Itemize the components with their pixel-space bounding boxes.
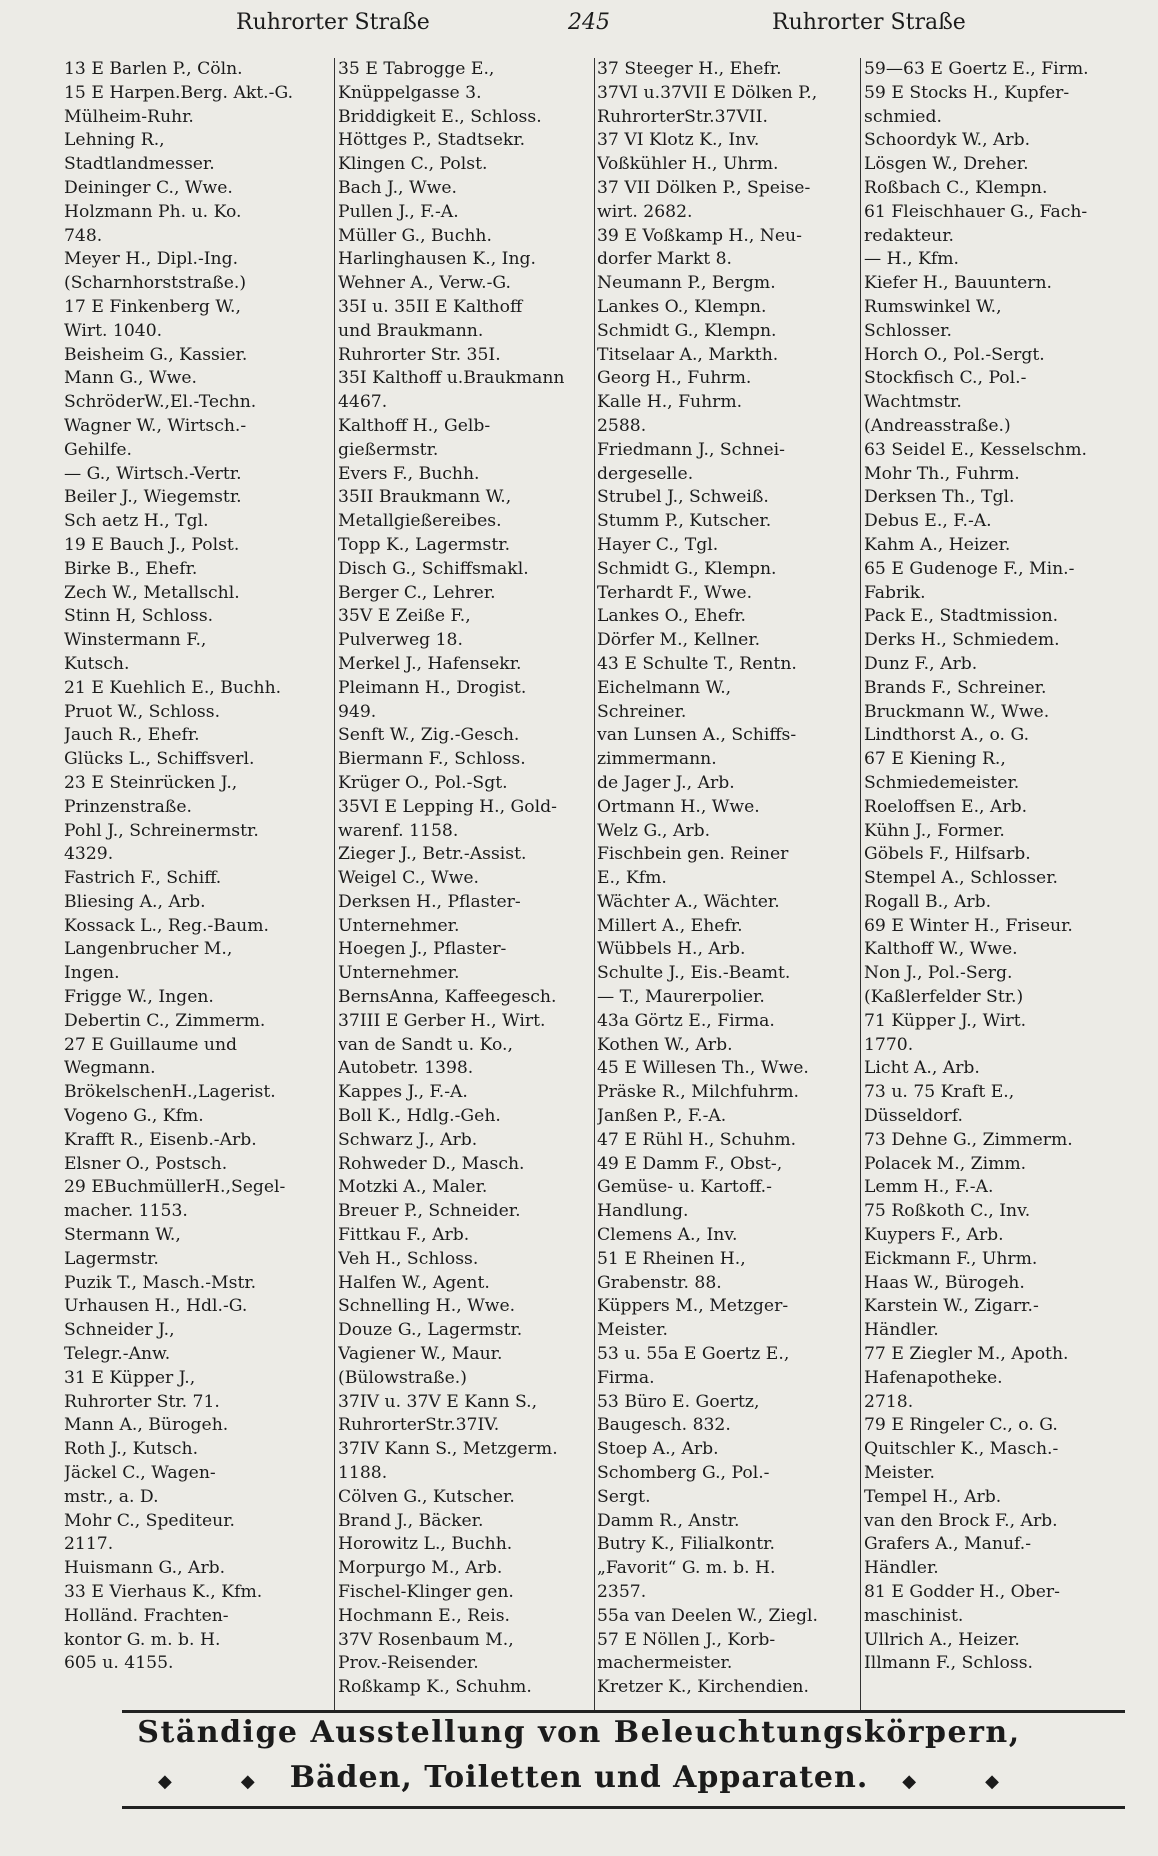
directory-entry-line: Lösgen W., Dreher. bbox=[864, 154, 1029, 175]
directory-entry-line: Baugesch. 832. bbox=[597, 1415, 731, 1436]
directory-entry-line: Topp K., Lagermstr. bbox=[338, 534, 511, 555]
directory-entry-line: Beisheim G., Kassier. bbox=[64, 344, 248, 365]
directory-entry-line: Harlinghausen K., Ing. bbox=[338, 249, 536, 270]
directory-entry-line: 15 E Harpen.Berg. Akt.-G. bbox=[64, 82, 294, 103]
directory-entry-line: 1188. bbox=[338, 1463, 388, 1484]
directory-entry-line: Halfen W., Agent. bbox=[338, 1272, 490, 1293]
directory-entry-line: Wegmann. bbox=[64, 1058, 156, 1079]
directory-entry-line: Jauch R., Ehefr. bbox=[64, 725, 200, 746]
directory-entry-line: Beiler J., Wiegemstr. bbox=[64, 487, 242, 508]
directory-entry-line: 949. bbox=[338, 701, 377, 722]
directory-entry-line: Horch O., Pol.-Sergt. bbox=[864, 344, 1045, 365]
directory-entry-line: 37 VII Dölken P., Speise- bbox=[597, 177, 811, 198]
directory-entry-line: Schmidt G., Klempn. bbox=[597, 558, 777, 579]
directory-entry-line: Evers F., Buchh. bbox=[338, 463, 480, 484]
directory-entry-line: Urhausen H., Hdl.-G. bbox=[64, 1296, 248, 1317]
directory-entry-line: Stumm P., Kutscher. bbox=[597, 511, 772, 532]
directory-entry-line: Kossack L., Reg.-Baum. bbox=[64, 915, 270, 936]
directory-entry-line: Roth J., Kutsch. bbox=[64, 1439, 199, 1460]
directory-entry-line: Pohl J., Schreinermstr. bbox=[64, 820, 259, 841]
directory-entry-line: Schwarz J., Arb. bbox=[338, 1129, 478, 1150]
directory-entry-line: Wachtmstr. bbox=[864, 392, 962, 413]
footer-rule bbox=[122, 1806, 1125, 1809]
directory-entry-line: 53 Büro E. Goertz, bbox=[597, 1391, 760, 1412]
directory-entry-line: Kiefer H., Bauuntern. bbox=[864, 273, 1053, 294]
directory-entry-line: Stadtlandmesser. bbox=[64, 154, 215, 175]
directory-entry-line: 19 E Bauch J., Polst. bbox=[64, 534, 240, 555]
directory-entry-line: Stinn H, Schloss. bbox=[64, 606, 214, 627]
directory-entry-line: Holzmann Ph. u. Ko. bbox=[64, 201, 242, 222]
directory-entry-line: Wagner W., Wirtsch.- bbox=[64, 415, 247, 436]
directory-entry-line: Wübbels H., Arb. bbox=[597, 939, 746, 960]
directory-entry-line: Kappes J., F.-A. bbox=[338, 1082, 468, 1103]
directory-entry-line: Lindthorst A., o. G. bbox=[864, 725, 1030, 746]
directory-entry-line: Unternehmer. bbox=[338, 915, 460, 936]
directory-entry-line: Mann A., Bürogeh. bbox=[64, 1415, 229, 1436]
directory-entry-line: Derks H., Schmiedem. bbox=[864, 630, 1060, 651]
directory-entry-line: Sergt. bbox=[597, 1486, 651, 1507]
directory-entry-line: SchröderW.,El.-Techn. bbox=[64, 392, 257, 413]
directory-entry-line: 31 E Küpper J., bbox=[64, 1367, 196, 1388]
directory-entry-line: Mohr C., Spediteur. bbox=[64, 1510, 236, 1531]
directory-entry-line: Deininger C., Wwe. bbox=[64, 177, 233, 198]
directory-entry-line: Meister. bbox=[597, 1320, 668, 1341]
directory-entry-line: Kalle H., Fuhrm. bbox=[597, 392, 743, 413]
directory-entry-line: 35II Braukmann W., bbox=[338, 487, 512, 508]
directory-entry-line: Ruhrorter Str. 71. bbox=[64, 1391, 220, 1412]
directory-entry-line: Debus E., F.-A. bbox=[864, 511, 992, 532]
directory-entry-line: Damm R., Anstr. bbox=[597, 1510, 740, 1531]
directory-entry-line: Disch G., Schiffsmakl. bbox=[338, 558, 529, 579]
directory-entry-line: — H., Kfm. bbox=[864, 249, 959, 270]
directory-entry-line: Biermann F., Schloss. bbox=[338, 749, 526, 770]
directory-entry-line: 63 Seidel E., Kesselschm. bbox=[864, 439, 1087, 460]
directory-entry-line: Schreiner. bbox=[597, 701, 687, 722]
directory-entry-line: (Bülowstraße.) bbox=[338, 1367, 467, 1388]
page-number: 245 bbox=[568, 10, 610, 35]
directory-entry-line: Clemens A., Inv. bbox=[597, 1225, 738, 1246]
directory-entry-line: Zieger J., Betr.-Assist. bbox=[338, 844, 527, 865]
advert-line-2-text: Bäden, Toiletten und Apparaten. bbox=[289, 1760, 869, 1795]
directory-entry-line: 33 E Vierhaus K., Kfm. bbox=[64, 1582, 263, 1602]
directory-entry-line: Kretzer K., Kirchendien. bbox=[597, 1677, 809, 1698]
directory-entry-line: Handlung. bbox=[597, 1201, 689, 1222]
directory-entry-line: RuhrorterStr.37VII. bbox=[597, 106, 768, 127]
directory-entry-line: RuhrorterStr.37IV. bbox=[338, 1415, 500, 1436]
column-rule bbox=[860, 58, 861, 1710]
directory-entry-line: Langenbrucher M., bbox=[64, 939, 233, 960]
directory-entry-line: Fischel-Klinger gen. bbox=[338, 1582, 514, 1602]
directory-entry-line: Ruhrorter Str. 35I. bbox=[338, 344, 501, 365]
column-2 bbox=[338, 58, 600, 1700]
directory-entry-line: Lankes O., Klempn. bbox=[597, 296, 767, 317]
directory-entry-line: Schneider J., bbox=[64, 1320, 175, 1341]
diamond-ornament-icon: ◆ bbox=[902, 1771, 918, 1792]
advert-line-2 bbox=[0, 1760, 1158, 1795]
advert-line-1: Ständige Ausstellung von Beleuchtungskörpern, bbox=[137, 1715, 1021, 1750]
directory-entry-line: Tempel H., Arb. bbox=[864, 1486, 1002, 1507]
directory-entry-line: Birke B., Ehefr. bbox=[64, 558, 198, 579]
directory-entry-line: Höttges P., Stadtsekr. bbox=[338, 130, 526, 151]
directory-entry-line: Autobetr. 1398. bbox=[338, 1058, 474, 1079]
directory-entry-line: maschinist. bbox=[864, 1605, 964, 1626]
directory-entry-line: 1770. bbox=[864, 1034, 914, 1055]
directory-entry-line: Eickmann F., Uhrm. bbox=[864, 1248, 1038, 1269]
directory-entry-line: Quitschler K., Masch.- bbox=[864, 1439, 1059, 1460]
directory-entry-line: Titselaar A., Markth. bbox=[597, 344, 779, 365]
directory-entry-line: 27 E Guillaume und bbox=[64, 1034, 238, 1055]
directory-entry-line: 73 Dehne G., Zimmerm. bbox=[864, 1129, 1073, 1150]
directory-entry-line: Glücks L., Schiffsverl. bbox=[64, 749, 255, 770]
directory-entry-line: dergeselle. bbox=[597, 463, 694, 484]
directory-entry-line: Kutsch. bbox=[64, 653, 130, 674]
directory-entry-line: Morpurgo M., Arb. bbox=[338, 1558, 503, 1579]
directory-entry-line: Metallgießereibes. bbox=[338, 511, 502, 532]
directory-entry-line: Kühn J., Former. bbox=[864, 820, 1005, 841]
directory-entry-line: 75 Roßkoth C., Inv. bbox=[864, 1201, 1031, 1222]
directory-entry-line: Roßbach C., Klempn. bbox=[864, 177, 1048, 198]
directory-entry-line: (Kaßlerfelder Str.) bbox=[864, 987, 1024, 1008]
directory-entry-line: 37 Steeger H., Ehefr. bbox=[597, 59, 782, 79]
directory-entry-line: Prinzenstraße. bbox=[64, 796, 192, 817]
directory-entry-line: mstr., a. D. bbox=[64, 1486, 159, 1507]
directory-entry-line: Janßen P., F.-A. bbox=[597, 1106, 727, 1127]
directory-entry-line: 23 E Steinrücken J., bbox=[64, 772, 238, 793]
directory-entry-line: Meyer H., Dipl.-Ing. bbox=[64, 249, 239, 270]
directory-entry-line: Schnelling H., Wwe. bbox=[338, 1296, 516, 1317]
directory-entry-line: Fittkau F., Arb. bbox=[338, 1225, 470, 1246]
directory-entry-line: Göbels F., Hilfsarb. bbox=[864, 844, 1031, 865]
directory-entry-line: 65 E Gudenoge F., Min.- bbox=[864, 558, 1075, 579]
directory-entry-line: Merkel J., Hafensekr. bbox=[338, 653, 522, 674]
directory-entry-line: 37 VI Klotz K., Inv. bbox=[597, 130, 760, 151]
directory-entry-line: van Lunsen A., Schiffs- bbox=[597, 725, 797, 746]
column-1 bbox=[64, 58, 342, 1676]
directory-entry-line: Polacek M., Zimm. bbox=[864, 1153, 1027, 1174]
directory-entry-line: Präske R., Milchfuhrm. bbox=[597, 1082, 799, 1103]
directory-entry-line: Terhardt F., Wwe. bbox=[597, 582, 753, 603]
directory-entry-line: Rogall B., Arb. bbox=[864, 891, 992, 912]
directory-entry-line: 2718. bbox=[864, 1391, 914, 1412]
directory-entry-line: Lemm H., F.-A. bbox=[864, 1177, 994, 1198]
directory-entry-line: Knüppelgasse 3. bbox=[338, 82, 482, 103]
directory-entry-line: Strubel J., Schweiß. bbox=[597, 487, 769, 508]
directory-entry-line: 2588. bbox=[597, 415, 647, 436]
directory-entry-line: Kuypers F., Arb. bbox=[864, 1225, 1004, 1246]
directory-entry-line: Rohweder D., Masch. bbox=[338, 1153, 525, 1174]
directory-entry-line: Stockfisch C., Pol.- bbox=[864, 368, 1027, 389]
header-street-right: Ruhrorter Straße bbox=[772, 10, 966, 35]
directory-entry-line: Ortmann H., Wwe. bbox=[597, 796, 760, 817]
directory-entry-line: 69 E Winter H., Friseur. bbox=[864, 915, 1073, 936]
directory-entry-line: machermeister. bbox=[597, 1653, 733, 1674]
directory-entry-line: Müller G., Buchh. bbox=[338, 225, 492, 246]
directory-entry-line: Hayer C., Tgl. bbox=[597, 534, 719, 555]
directory-entry-line: Motzki A., Maler. bbox=[338, 1177, 488, 1198]
directory-entry-line: Vogeno G., Kfm. bbox=[64, 1106, 204, 1127]
directory-entry-line: Mann G., Wwe. bbox=[64, 368, 197, 389]
directory-entry-line: schmied. bbox=[864, 106, 942, 127]
directory-entry-line: Gehilfe. bbox=[64, 439, 132, 460]
directory-entry-line: Neumann P., Bergm. bbox=[597, 273, 776, 294]
directory-entry-line: Vagiener W., Maur. bbox=[338, 1344, 503, 1365]
directory-entry-line: Licht A., Arb. bbox=[864, 1058, 980, 1079]
directory-entry-line: Bruckmann W., Wwe. bbox=[864, 701, 1050, 722]
directory-entry-line: — T., Maurerpolier. bbox=[597, 987, 765, 1008]
directory-entry-line: 61 Fleischhauer G., Fach- bbox=[864, 201, 1088, 222]
header-street-left: Ruhrorter Straße bbox=[236, 10, 430, 35]
directory-entry-line: 37IV u. 37V E Kann S., bbox=[338, 1391, 538, 1412]
directory-entry-line: 4329. bbox=[64, 844, 114, 865]
directory-entry-line: Briddigkeit E., Schloss. bbox=[338, 106, 542, 127]
directory-entry-line: redakteur. bbox=[864, 225, 954, 246]
directory-entry-line: Eichelmann W., bbox=[597, 677, 732, 698]
directory-entry-line: Senft W., Zig.-Gesch. bbox=[338, 725, 520, 746]
directory-entry-line: 35I u. 35II E Kalthoff bbox=[338, 296, 523, 317]
directory-entry-line: 37III E Gerber H., Wirt. bbox=[338, 1010, 546, 1031]
directory-entry-line: van de Sandt u. Ko., bbox=[338, 1034, 513, 1055]
directory-entry-line: Gemüse- u. Kartoff.- bbox=[597, 1177, 772, 1198]
directory-entry-line: Boll K., Hdlg.-Geh. bbox=[338, 1106, 501, 1127]
directory-entry-line: Douze G., Lagermstr. bbox=[338, 1320, 523, 1341]
directory-entry-line: Ullrich A., Heizer. bbox=[864, 1629, 1020, 1650]
directory-entry-line: Prov.-Reisender. bbox=[338, 1653, 479, 1674]
directory-entry-line: warenf. 1158. bbox=[338, 820, 459, 841]
directory-entry-line: 71 Küpper J., Wirt. bbox=[864, 1010, 1027, 1031]
directory-entry-line: Berger C., Lehrer. bbox=[338, 582, 496, 603]
directory-entry-line: Fastrich F., Schiff. bbox=[64, 868, 222, 889]
directory-entry-line: Zech W., Metallschl. bbox=[64, 582, 240, 603]
directory-entry-line: Schlosser. bbox=[864, 320, 952, 341]
directory-entry-line: Pulverweg 18. bbox=[338, 630, 463, 651]
directory-entry-line: und Braukmann. bbox=[338, 320, 484, 341]
directory-entry-line: dorfer Markt 8. bbox=[597, 249, 733, 270]
directory-entry-line: Haas W., Bürogeh. bbox=[864, 1272, 1025, 1293]
directory-entry-line: Sch aetz H., Tgl. bbox=[64, 511, 209, 532]
directory-entry-line: Elsner O., Postsch. bbox=[64, 1153, 228, 1174]
directory-entry-line: Krafft R., Eisenb.-Arb. bbox=[64, 1129, 257, 1150]
directory-entry-line: BernsAnna, Kaffeegesch. bbox=[338, 987, 557, 1008]
diamond-ornament-icon: ◆ bbox=[985, 1771, 1000, 1792]
directory-entry-line: 35V E Zeiße F., bbox=[338, 606, 471, 627]
directory-entry-line: 21 E Kuehlich E., Buchh. bbox=[64, 677, 282, 698]
directory-entry-line: Händler. bbox=[864, 1320, 939, 1341]
directory-entry-line: Kalthoff H., Gelb- bbox=[338, 415, 491, 436]
directory-entry-line: 49 E Damm F., Obst-, bbox=[597, 1153, 783, 1174]
directory-entry-line: Voßkühler H., Uhrm. bbox=[597, 154, 779, 175]
directory-entry-line: Weigel C., Wwe. bbox=[338, 868, 480, 889]
directory-entry-line: Pullen J., F.-A. bbox=[338, 201, 459, 222]
directory-entry-line: Meister. bbox=[864, 1463, 935, 1484]
directory-entry-line: de Jager J., Arb. bbox=[597, 772, 735, 793]
directory-entry-line: zimmermann. bbox=[597, 749, 717, 770]
directory-entry-line: „Favorit“ G. m. b. H. bbox=[597, 1558, 776, 1579]
directory-entry-line: 73 u. 75 Kraft E., bbox=[864, 1082, 1015, 1103]
directory-entry-line: Bach J., Wwe. bbox=[338, 177, 457, 198]
directory-entry-line: Georg H., Fuhrm. bbox=[597, 368, 752, 389]
directory-entry-line: Jäckel C., Wagen- bbox=[64, 1463, 216, 1484]
directory-entry-line: Friedmann J., Schnei- bbox=[597, 439, 785, 460]
directory-entry-line: Derksen Th., Tgl. bbox=[864, 487, 1015, 508]
directory-entry-line: Ingen. bbox=[64, 963, 120, 984]
diamond-ornament-icon: ◆ bbox=[240, 1771, 256, 1792]
directory-entry-line: Stermann W., bbox=[64, 1225, 181, 1246]
directory-entry-line: Mülheim-Ruhr. bbox=[64, 106, 194, 127]
directory-entry-line: 35I Kalthoff u.Braukmann bbox=[338, 368, 565, 389]
directory-entry-line: Händler. bbox=[864, 1558, 939, 1579]
directory-entry-line: Welz G., Arb. bbox=[597, 820, 711, 841]
directory-entry-line: 35 E Tabrogge E., bbox=[338, 59, 495, 79]
directory-entry-line: Cölven G., Kutscher. bbox=[338, 1486, 515, 1507]
directory-entry-line: 605 u. 4155. bbox=[64, 1653, 174, 1674]
directory-entry-line: Millert A., Ehefr. bbox=[597, 915, 743, 936]
directory-entry-line: Firma. bbox=[597, 1367, 655, 1388]
directory-entry-line: Schomberg G., Pol.- bbox=[597, 1463, 770, 1484]
directory-entry-line: 17 E Finkenberg W., bbox=[64, 296, 241, 317]
directory-entry-line: Düsseldorf. bbox=[864, 1106, 963, 1127]
directory-entry-line: Butry K., Filialkontr. bbox=[597, 1534, 775, 1555]
directory-entry-line: Mohr Th., Fuhrm. bbox=[864, 463, 1020, 484]
directory-entry-line: Klingen C., Polst. bbox=[338, 154, 488, 175]
directory-entry-line: Grafers A., Manuf.- bbox=[864, 1534, 1032, 1555]
directory-entry-line: Hafenapotheke. bbox=[864, 1367, 1003, 1388]
directory-entry-line: 35VI E Lepping H., Gold- bbox=[338, 796, 557, 817]
directory-entry-line: Bliesing A., Arb. bbox=[64, 891, 206, 912]
directory-entry-line: 43a Görtz E., Firma. bbox=[597, 1010, 775, 1031]
directory-entry-line: Winstermann F., bbox=[64, 630, 207, 651]
directory-entry-line: Stoep A., Arb. bbox=[597, 1439, 719, 1460]
directory-entry-line: Kahm A., Heizer. bbox=[864, 534, 1011, 555]
directory-entry-line: Brands F., Schreiner. bbox=[864, 677, 1047, 698]
directory-entry-line: Pack E., Stadtmission. bbox=[864, 606, 1059, 627]
directory-entry-line: 43 E Schulte T., Rentn. bbox=[597, 653, 797, 674]
directory-entry-line: Schoordyk W., Arb. bbox=[864, 130, 1031, 151]
directory-entry-line: 39 E Voßkamp H., Neu- bbox=[597, 225, 802, 246]
page-header bbox=[0, 10, 1158, 44]
directory-entry-line: Breuer P., Schneider. bbox=[338, 1201, 521, 1222]
directory-entry-line: 37VI u.37VII E Dölken P., bbox=[597, 82, 818, 103]
directory-entry-line: Lehning R., bbox=[64, 130, 165, 151]
directory-entry-line: Derksen H., Pflaster- bbox=[338, 891, 521, 912]
directory-entry-line: Pruot W., Schloss. bbox=[64, 701, 221, 722]
column-rule bbox=[334, 58, 335, 1710]
directory-entry-line: 4467. bbox=[338, 392, 388, 413]
diamond-ornament-icon: ◆ bbox=[158, 1771, 173, 1792]
directory-columns bbox=[0, 58, 1158, 1710]
directory-entry-line: Wirt. 1040. bbox=[64, 320, 163, 341]
directory-entry-line: 51 E Rheinen H., bbox=[597, 1248, 746, 1269]
directory-entry-line: 59—63 E Goertz E., Firm. bbox=[864, 59, 1089, 79]
directory-entry-line: Schulte J., Eis.-Beamt. bbox=[597, 963, 791, 984]
directory-entry-line: gießermstr. bbox=[338, 439, 439, 460]
directory-entry-line: 67 E Kiening R., bbox=[864, 749, 1006, 770]
directory-entry-line: Non J., Pol.-Serg. bbox=[864, 963, 1013, 984]
directory-entry-line: Grabenstr. 88. bbox=[597, 1272, 722, 1293]
directory-entry-line: Stempel A., Schlosser. bbox=[864, 868, 1059, 889]
directory-entry-line: Telegr.-Anw. bbox=[64, 1344, 171, 1365]
directory-entry-line: Fischbein gen. Reiner bbox=[597, 844, 789, 865]
directory-entry-line: 81 E Godder H., Ober- bbox=[864, 1582, 1060, 1602]
directory-entry-line: Pleimann H., Drogist. bbox=[338, 677, 527, 698]
directory-entry-line: wirt. 2682. bbox=[597, 201, 693, 222]
directory-entry-line: Huismann G., Arb. bbox=[64, 1558, 226, 1579]
directory-entry-line: 748. bbox=[64, 225, 103, 246]
directory-entry-line: BrökelschenH.,Lagerist. bbox=[64, 1082, 276, 1103]
directory-entry-line: Krüger O., Pol.-Sgt. bbox=[338, 772, 508, 793]
directory-entry-line: Wehner A., Verw.-G. bbox=[338, 273, 511, 294]
directory-entry-line: van den Brock F., Arb. bbox=[864, 1510, 1058, 1531]
directory-entry-line: Dunz F., Arb. bbox=[864, 653, 978, 674]
directory-entry-line: 59 E Stocks H., Kupfer- bbox=[864, 82, 1070, 103]
directory-entry-line: 47 E Rühl H., Schuhm. bbox=[597, 1129, 797, 1150]
column-rule bbox=[594, 58, 595, 1710]
directory-entry-line: Unternehmer. bbox=[338, 963, 460, 984]
directory-entry-line: Horowitz L., Buchh. bbox=[338, 1534, 513, 1555]
directory-entry-line: (Scharnhorststraße.) bbox=[64, 273, 247, 294]
directory-entry-line: 55a van Deelen W., Ziegl. bbox=[597, 1605, 819, 1626]
directory-entry-line: Frigge W., Ingen. bbox=[64, 987, 214, 1008]
directory-entry-line: macher. 1153. bbox=[64, 1201, 188, 1222]
directory-entry-line: Karstein W., Zigarr.- bbox=[864, 1296, 1039, 1317]
directory-entry-line: Schmiedemeister. bbox=[864, 772, 1020, 793]
directory-entry-line: Lagermstr. bbox=[64, 1248, 159, 1269]
directory-entry-line: 45 E Willesen Th., Wwe. bbox=[597, 1058, 809, 1079]
directory-entry-line: 37IV Kann S., Metzgerm. bbox=[338, 1439, 558, 1460]
directory-entry-line: Lankes O., Ehefr. bbox=[597, 606, 747, 627]
column-4 bbox=[864, 58, 1154, 1676]
directory-entry-line: 2357. bbox=[597, 1582, 647, 1602]
directory-entry-line: Fabrik. bbox=[864, 582, 926, 603]
directory-entry-line: Küppers M., Metzger- bbox=[597, 1296, 789, 1317]
directory-entry-line: Hochmann E., Reis. bbox=[338, 1605, 511, 1626]
directory-entry-line: Veh H., Schloss. bbox=[338, 1248, 479, 1269]
directory-entry-line: Roeloffsen E., Arb. bbox=[864, 796, 1028, 817]
directory-entry-line: 13 E Barlen P., Cöln. bbox=[64, 59, 243, 79]
directory-entry-line: Dörfer M., Kellner. bbox=[597, 630, 761, 651]
directory-entry-line: Illmann F., Schloss. bbox=[864, 1653, 1033, 1674]
directory-entry-line: Debertin C., Zimmerm. bbox=[64, 1010, 266, 1031]
directory-entry-line: Holländ. Frachten- bbox=[64, 1605, 229, 1626]
directory-entry-line: Rumswinkel W., bbox=[864, 296, 1002, 317]
directory-entry-line: 79 E Ringeler C., o. G. bbox=[864, 1415, 1058, 1436]
directory-entry-line: 77 E Ziegler M., Apoth. bbox=[864, 1344, 1069, 1365]
directory-entry-line: (Andreasstraße.) bbox=[864, 415, 1011, 436]
directory-entry-line: Kothen W., Arb. bbox=[597, 1034, 733, 1055]
directory-entry-line: Wächter A., Wächter. bbox=[597, 891, 780, 912]
directory-entry-line: Brand J., Bäcker. bbox=[338, 1510, 484, 1531]
footer-rule bbox=[122, 1710, 1125, 1713]
directory-entry-line: — G., Wirtsch.-Vertr. bbox=[64, 463, 242, 484]
directory-entry-line: Puzik T., Masch.-Mstr. bbox=[64, 1272, 257, 1293]
directory-entry-line: Kalthoff W., Wwe. bbox=[864, 939, 1018, 960]
directory-entry-line: 2117. bbox=[64, 1534, 114, 1555]
directory-entry-line: 29 EBuchmüllerH.,Segel- bbox=[64, 1177, 286, 1198]
column-3 bbox=[597, 58, 869, 1700]
directory-entry-line: E., Kfm. bbox=[597, 868, 667, 889]
directory-entry-line: 37V Rosenbaum M., bbox=[338, 1629, 514, 1650]
directory-entry-line: 53 u. 55a E Goertz E., bbox=[597, 1344, 790, 1365]
directory-entry-line: Roßkamp K., Schuhm. bbox=[338, 1677, 532, 1698]
directory-entry-line: Hoegen J., Pflaster- bbox=[338, 939, 507, 960]
directory-entry-line: kontor G. m. b. H. bbox=[64, 1629, 221, 1650]
directory-entry-line: Schmidt G., Klempn. bbox=[597, 320, 777, 341]
directory-entry-line: 57 E Nöllen J., Korb- bbox=[597, 1629, 776, 1650]
